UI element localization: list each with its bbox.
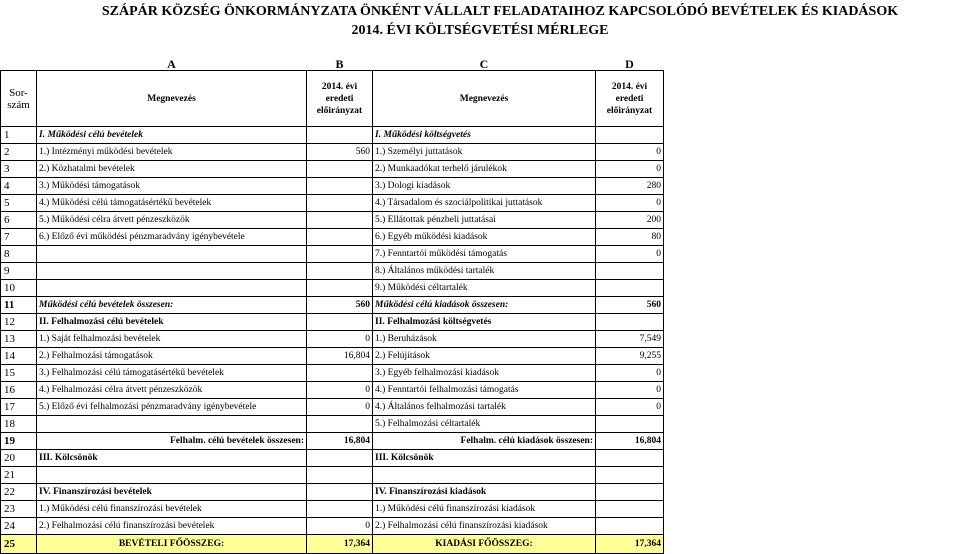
cell-a: 5.) Előző évi felhalmozási pénzmaradvány igénybevétele <box>37 399 307 416</box>
cell-d <box>596 501 664 518</box>
table-row <box>1 416 664 433</box>
cell-b: 0 <box>307 382 373 399</box>
row-number: 14 <box>1 348 37 365</box>
table-row <box>1 348 664 365</box>
cell-b <box>307 501 373 518</box>
cell-a: 2.) Közhatalmi bevételek <box>37 161 307 178</box>
table-row <box>1 195 664 212</box>
cell-a: BEVÉTELI FŐÖSSZEG: <box>37 535 307 554</box>
cell-b <box>307 161 373 178</box>
cell-a: II. Felhalmozási célú bevételek <box>37 314 307 331</box>
row-number: 19 <box>1 433 37 450</box>
row-number: 15 <box>1 365 37 382</box>
cell-d: 0 <box>596 144 664 161</box>
cell-a <box>37 263 307 280</box>
row-number: 16 <box>1 382 37 399</box>
cell-b: 16,804 <box>307 348 373 365</box>
row-number: 24 <box>1 518 37 535</box>
row-number: 11 <box>1 297 37 314</box>
cell-b <box>307 246 373 263</box>
table-row <box>1 382 664 399</box>
cell-a: 1.) Saját felhalmozási bevételek <box>37 331 307 348</box>
cell-b <box>307 195 373 212</box>
cell-c: KIADÁSI FŐÖSSZEG: <box>373 535 596 554</box>
cell-c: 5.) Ellátottak pénzbeli juttatásai <box>373 212 596 229</box>
cell-d <box>596 416 664 433</box>
cell-c: 2.) Felhalmozási célú finanszírozási kiadások <box>373 518 596 535</box>
cell-d <box>596 263 664 280</box>
cell-d: 7,549 <box>596 331 664 348</box>
cell-a: 5.) Működési célra átvett pénzeszközök <box>37 212 307 229</box>
cell-a: 2.) Felhalmozási célú finanszírozási bevételek <box>37 518 307 535</box>
row-number: 13 <box>1 331 37 348</box>
cell-d <box>596 484 664 501</box>
table-row <box>1 246 664 263</box>
table-row <box>1 161 664 178</box>
column-letters-row <box>1 58 664 71</box>
header-megnevezes-c: Megnevezés <box>373 71 596 127</box>
cell-c <box>373 467 596 484</box>
cell-b <box>307 314 373 331</box>
table-row <box>1 433 664 450</box>
cell-c: 8.) Általános működési tartalék <box>373 263 596 280</box>
cell-d <box>596 127 664 144</box>
row-number: 10 <box>1 280 37 297</box>
row-number: 23 <box>1 501 37 518</box>
row-number: 4 <box>1 178 37 195</box>
cell-d <box>596 467 664 484</box>
cell-d: 80 <box>596 229 664 246</box>
table-row <box>1 518 664 535</box>
grand-total-row <box>1 535 664 554</box>
cell-b <box>307 229 373 246</box>
cell-a <box>37 280 307 297</box>
row-number: 20 <box>1 450 37 467</box>
cell-c: 9.) Működési céltartalék <box>373 280 596 297</box>
table-row <box>1 297 664 314</box>
cell-d: 17,364 <box>596 535 664 554</box>
cell-b: 16,804 <box>307 433 373 450</box>
cell-b <box>307 450 373 467</box>
cell-c: 7.) Fenntartói működési támogatás <box>373 246 596 263</box>
cell-a: Működési célú bevételek összesen: <box>37 297 307 314</box>
row-number: 17 <box>1 399 37 416</box>
cell-d: 0 <box>596 195 664 212</box>
table-row <box>1 467 664 484</box>
cell-d: 0 <box>596 365 664 382</box>
cell-a: Felhalm. célú bevételek összesen: <box>37 433 307 450</box>
table-row <box>1 229 664 246</box>
row-number: 25 <box>1 535 37 554</box>
cell-d <box>596 280 664 297</box>
cell-c: Működési célú kiadások összesen: <box>373 297 596 314</box>
column-header-row <box>1 71 664 127</box>
cell-c: 4.) Általános felhalmozási tartalék <box>373 399 596 416</box>
cell-c: 4.) Fenntartói felhalmozási támogatás <box>373 382 596 399</box>
table-row <box>1 484 664 501</box>
column-letter-blank <box>1 58 37 71</box>
cell-b <box>307 280 373 297</box>
cell-c: 5.) Felhalmozási céltartalék <box>373 416 596 433</box>
row-number: 7 <box>1 229 37 246</box>
row-number: 8 <box>1 246 37 263</box>
cell-a: 2.) Felhalmozási támogatások <box>37 348 307 365</box>
cell-a: 4.) Működési célú támogatásértékű bevételek <box>37 195 307 212</box>
cell-b <box>307 263 373 280</box>
cell-c: 3.) Dologi kiadások <box>373 178 596 195</box>
table-row <box>1 212 664 229</box>
cell-d: 0 <box>596 382 664 399</box>
cell-d: 9,255 <box>596 348 664 365</box>
cell-c: IV. Finanszírozási kiadások <box>373 484 596 501</box>
cell-d: 560 <box>596 297 664 314</box>
cell-d <box>596 518 664 535</box>
row-number: 21 <box>1 467 37 484</box>
cell-d <box>596 450 664 467</box>
cell-b: 560 <box>307 297 373 314</box>
cell-b: 17,364 <box>307 535 373 554</box>
row-number: 2 <box>1 144 37 161</box>
cell-d: 0 <box>596 399 664 416</box>
cell-c: 4.) Társadalom és szociálpolitikai juttatások <box>373 195 596 212</box>
cell-b: 0 <box>307 399 373 416</box>
cell-c: 6.) Egyéb működési kiadások <box>373 229 596 246</box>
row-number: 1 <box>1 127 37 144</box>
cell-a <box>37 416 307 433</box>
table-row <box>1 399 664 416</box>
cell-a: 1.) Működési célú finanszírozási bevételek <box>37 501 307 518</box>
budget-table <box>0 58 664 554</box>
table-row <box>1 280 664 297</box>
cell-b <box>307 416 373 433</box>
cell-c: Felhalm. célú kiadások összesen: <box>373 433 596 450</box>
cell-c: 1.) Személyi juttatások <box>373 144 596 161</box>
column-letter-c: C <box>373 58 596 71</box>
cell-a: 3.) Felhalmozási célú támogatásértékű bevételek <box>37 365 307 382</box>
cell-a: 4.) Felhalmozási célra átvett pénzeszközök <box>37 382 307 399</box>
row-number: 9 <box>1 263 37 280</box>
cell-a: 6.) Előző évi működési pénzmaradvány igénybevétele <box>37 229 307 246</box>
cell-d: 16,804 <box>596 433 664 450</box>
table-row <box>1 263 664 280</box>
row-number: 22 <box>1 484 37 501</box>
cell-b <box>307 212 373 229</box>
header-eloiranyzat-d: 2014. évi eredeti előirányzat <box>596 71 664 127</box>
cell-b <box>307 467 373 484</box>
cell-a: I. Működési célú bevételek <box>37 127 307 144</box>
column-letter-a: A <box>37 58 307 71</box>
cell-b: 0 <box>307 518 373 535</box>
table-row <box>1 450 664 467</box>
cell-c: 2.) Felújítások <box>373 348 596 365</box>
cell-c: I. Működési költségvetés <box>373 127 596 144</box>
row-number: 6 <box>1 212 37 229</box>
row-number: 12 <box>1 314 37 331</box>
column-letter-b: B <box>307 58 373 71</box>
cell-c: 3.) Egyéb felhalmozási kiadások <box>373 365 596 382</box>
row-number: 3 <box>1 161 37 178</box>
table-row <box>1 127 664 144</box>
cell-d: 280 <box>596 178 664 195</box>
row-number: 5 <box>1 195 37 212</box>
cell-d <box>596 314 664 331</box>
table-row <box>1 178 664 195</box>
cell-d: 200 <box>596 212 664 229</box>
cell-a: 3.) Működési támogatások <box>37 178 307 195</box>
cell-c: 1.) Beruházások <box>373 331 596 348</box>
cell-b <box>307 365 373 382</box>
cell-b <box>307 178 373 195</box>
cell-a: III. Kölcsönök <box>37 450 307 467</box>
cell-b <box>307 127 373 144</box>
table-row <box>1 331 664 348</box>
cell-d: 0 <box>596 246 664 263</box>
page-title: SZÁPÁR KÖZSÉG ÖNKORMÁNYZATA ÖNKÉNT VÁLLALT FELADATAIHOZ KAPCSOLÓDÓ BEVÉTELEK ÉS KIADÁSOK <box>101 4 899 19</box>
header-eloiranyzat-b: 2014. évi eredeti előirányzat <box>307 71 373 127</box>
table-row <box>1 365 664 382</box>
table-row <box>1 314 664 331</box>
cell-b <box>307 484 373 501</box>
table-row <box>1 144 664 161</box>
header-sorszam: Sor-szám <box>1 71 37 127</box>
column-letter-d: D <box>596 58 664 71</box>
cell-b: 0 <box>307 331 373 348</box>
cell-c: 2.) Munkaadókat terhelő járulékok <box>373 161 596 178</box>
cell-a <box>37 467 307 484</box>
cell-c: II. Felhalmozási költségvetés <box>373 314 596 331</box>
cell-c: III. Kölcsönök <box>373 450 596 467</box>
row-number: 18 <box>1 416 37 433</box>
cell-a: IV. Finanszírozási bevételek <box>37 484 307 501</box>
page-subtitle: 2014. ÉVI KÖLTSÉGVETÉSI MÉRLEGE <box>351 23 609 38</box>
header-megnevezes-a: Megnevezés <box>37 71 307 127</box>
table-row <box>1 501 664 518</box>
cell-a: 1.) Intézményi működési bevételek <box>37 144 307 161</box>
cell-d: 0 <box>596 161 664 178</box>
cell-b: 560 <box>307 144 373 161</box>
cell-c: 1.) Működési célú finanszírozási kiadások <box>373 501 596 518</box>
cell-a <box>37 246 307 263</box>
